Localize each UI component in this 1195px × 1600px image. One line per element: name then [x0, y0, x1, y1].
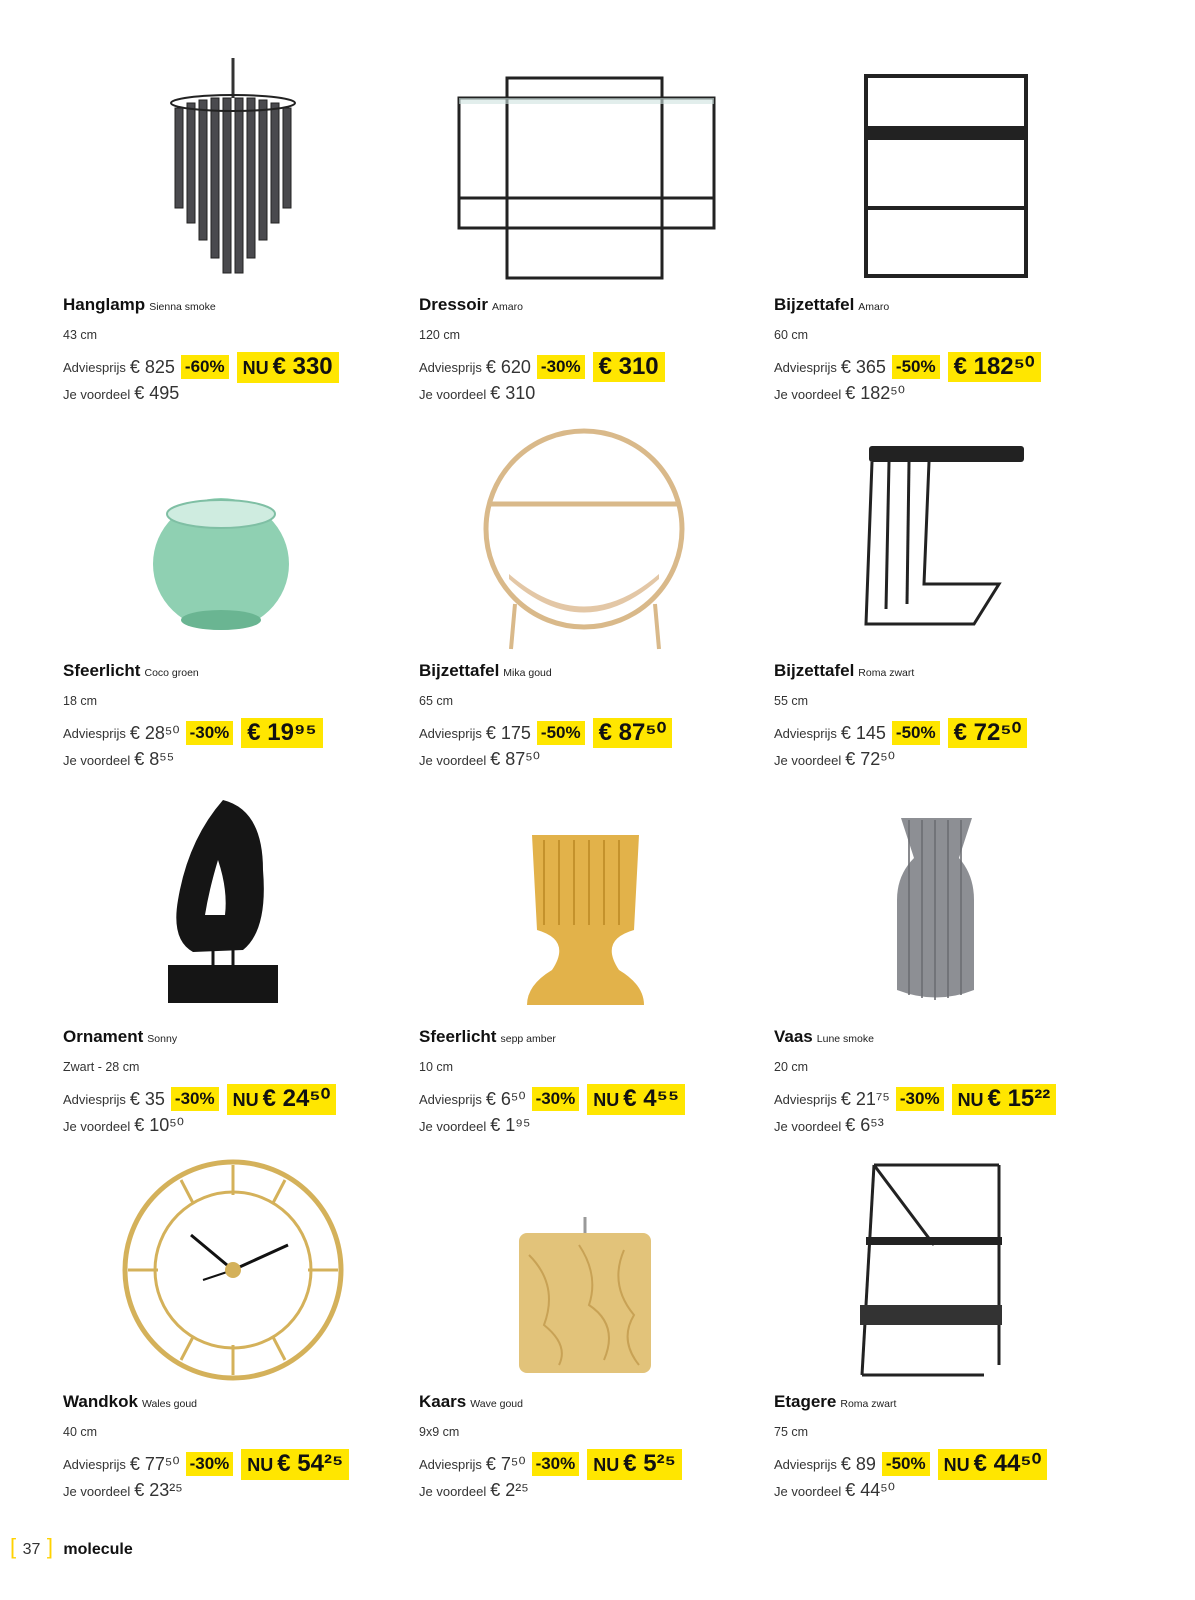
product-name: Wandkok [63, 1392, 138, 1411]
now-price-badge [241, 1449, 349, 1480]
now-price-badge [593, 352, 665, 382]
advice-price-label: Adviesprijs [63, 725, 126, 741]
savings-label: Je voordeel [63, 387, 131, 402]
advice-price: € 35 [129, 1088, 165, 1109]
product-name: Hanglamp [63, 295, 146, 314]
product-card-dressoir[interactable] [419, 58, 779, 430]
product-size: 120 cm [419, 328, 460, 342]
advice-price-label: Adviesprijs [774, 1091, 837, 1107]
now-price-badge [237, 352, 339, 383]
smoke-vase-image [774, 790, 1134, 1020]
side-table-shelf-image [774, 58, 1134, 288]
nu-label: NU [957, 1089, 984, 1110]
product-name: Bijzettafel [774, 661, 855, 680]
discount-badge: -50% [537, 721, 585, 745]
advice-price: € 145 [840, 722, 886, 743]
product-size: 9x9 cm [419, 1425, 460, 1439]
savings-label: Je voordeel [419, 387, 487, 402]
nu-label: NU [247, 1454, 274, 1475]
advice-price: € 77⁵⁰ [129, 1453, 180, 1474]
now-price-badge [587, 1084, 685, 1115]
now-price-badge [587, 1449, 682, 1480]
black-wood-ornament-image [63, 790, 423, 1020]
product-variant: Roma zwart [840, 1398, 897, 1410]
product-name: Vaas [774, 1027, 813, 1046]
savings-value: € 72⁵⁰ [845, 749, 895, 769]
now-price-badge [241, 718, 322, 748]
c-side-table-image [774, 424, 1134, 654]
savings-label: Je voordeel [774, 1484, 842, 1499]
now-price: € 54²⁵ [277, 1449, 344, 1477]
green-glass-bowl-image [63, 424, 423, 654]
product-size: 43 cm [63, 328, 98, 342]
product-card-wandkok[interactable] [63, 1155, 423, 1527]
product-name: Dressoir [419, 295, 488, 314]
advice-price-label: Adviesprijs [419, 1456, 482, 1472]
product-size: 65 cm [419, 694, 454, 708]
product-variant: Wales goud [141, 1398, 197, 1410]
product-variant: Amaro [491, 301, 523, 313]
now-price-badge [952, 1084, 1057, 1115]
product-name: Etagere [774, 1392, 837, 1411]
savings-label: Je voordeel [63, 1119, 131, 1134]
advice-price: € 6⁵⁰ [485, 1088, 526, 1109]
savings-label: Je voordeel [774, 1119, 842, 1134]
advice-price-label: Adviesprijs [63, 359, 126, 375]
advice-price: € 28⁵⁰ [129, 722, 180, 743]
savings-label: Je voordeel [63, 753, 131, 768]
product-size: 75 cm [774, 1425, 809, 1439]
now-price-badge [948, 718, 1028, 748]
advice-price-label: Adviesprijs [63, 1091, 126, 1107]
advice-price: € 825 [129, 356, 175, 377]
now-price: € 310 [598, 353, 659, 380]
advice-price: € 620 [485, 356, 531, 377]
advice-price: € 21⁷⁵ [840, 1088, 890, 1109]
savings-label: Je voordeel [419, 753, 487, 768]
now-price: € 15²² [987, 1084, 1051, 1112]
product-variant: sepp amber [500, 1033, 556, 1045]
product-card-sfeerlicht-coco[interactable] [63, 424, 423, 796]
now-price-badge [227, 1084, 337, 1115]
product-variant: Lune smoke [816, 1033, 874, 1045]
savings-value: € 495 [134, 383, 180, 403]
advice-price-label: Adviesprijs [419, 725, 482, 741]
savings-value: € 182⁵⁰ [845, 383, 905, 403]
now-price: € 44⁵⁰ [973, 1449, 1042, 1477]
bracket-close-icon: ] [46, 1534, 53, 1559]
savings-value: € 1⁹⁵ [490, 1115, 531, 1135]
advice-price: € 365 [840, 356, 886, 377]
advice-price-label: Adviesprijs [774, 1456, 837, 1472]
advice-price: € 7⁵⁰ [485, 1453, 526, 1474]
product-variant: Mika goud [503, 667, 552, 679]
savings-value: € 6⁵³ [845, 1115, 884, 1135]
now-price: € 24⁵⁰ [262, 1084, 331, 1112]
product-name: Kaars [419, 1392, 467, 1411]
page-footer [10, 1534, 133, 1560]
console-table-image [419, 58, 779, 288]
product-size: 20 cm [774, 1060, 809, 1074]
now-price-badge [938, 1449, 1048, 1480]
advice-price-label: Adviesprijs [774, 359, 837, 375]
savings-value: € 44⁵⁰ [845, 1480, 895, 1500]
savings-label: Je voordeel [419, 1484, 487, 1499]
product-variant: Sonny [147, 1033, 178, 1045]
discount-badge: -50% [882, 1452, 930, 1476]
savings-value: € 10⁵⁰ [134, 1115, 184, 1135]
now-price: € 19⁹⁵ [247, 719, 317, 746]
savings-value: € 8⁵⁵ [134, 749, 175, 769]
gold-candle-image [419, 1155, 779, 1385]
advice-price: € 175 [485, 722, 531, 743]
product-size: 10 cm [419, 1060, 454, 1074]
discount-badge: -60% [181, 355, 229, 379]
advice-price: € 89 [840, 1453, 876, 1474]
product-name: Bijzettafel [419, 661, 500, 680]
discount-badge: -50% [892, 721, 940, 745]
advice-price-label: Adviesprijs [419, 359, 482, 375]
now-price: € 182⁵⁰ [953, 353, 1035, 380]
discount-badge: -30% [186, 721, 234, 745]
product-variant: Wave goud [470, 1398, 523, 1410]
nu-label: NU [593, 1089, 620, 1110]
savings-label: Je voordeel [419, 1119, 487, 1134]
advice-price-label: Adviesprijs [63, 1456, 126, 1472]
now-price-badge [593, 718, 673, 748]
product-card-sfeerlicht-sepp[interactable] [419, 790, 779, 1162]
nu-label: NU [943, 1454, 970, 1475]
now-price: € 330 [272, 352, 333, 380]
product-name: Bijzettafel [774, 295, 855, 314]
discount-badge: -30% [537, 355, 585, 379]
etagere-stand-image [774, 1155, 1134, 1385]
page-number: 37 [22, 1541, 41, 1558]
now-price-badge [948, 352, 1041, 382]
advice-price-label: Adviesprijs [419, 1091, 482, 1107]
nu-label: NU [242, 357, 269, 378]
product-variant: Roma zwart [858, 667, 915, 679]
savings-label: Je voordeel [774, 753, 842, 768]
discount-badge: -30% [171, 1087, 219, 1111]
product-card-bijzettafel-amaro[interactable] [774, 58, 1134, 430]
product-card-bijzettafel-mika[interactable] [419, 424, 779, 796]
advice-price-label: Adviesprijs [774, 725, 837, 741]
product-name: Sfeerlicht [419, 1027, 497, 1046]
product-size: 18 cm [63, 694, 98, 708]
gold-wall-clock-image [63, 1155, 423, 1385]
now-price: € 87⁵⁰ [598, 719, 667, 746]
nu-label: NU [232, 1089, 259, 1110]
nu-label: NU [593, 1454, 620, 1475]
product-variant: Coco groen [144, 667, 199, 679]
product-card-ornament[interactable] [63, 790, 423, 1162]
product-variant: Amaro [858, 301, 890, 313]
product-name: Sfeerlicht [63, 661, 141, 680]
product-size: 60 cm [774, 328, 809, 342]
savings-value: € 23²⁵ [134, 1480, 183, 1500]
chandelier-image [63, 58, 423, 288]
savings-label: Je voordeel [63, 1484, 131, 1499]
product-card-hanglamp[interactable] [63, 58, 423, 430]
product-size: 40 cm [63, 1425, 98, 1439]
product-name: Ornament [63, 1027, 144, 1046]
product-card-vaas[interactable] [774, 790, 1134, 1162]
product-card-bijzettafel-roma[interactable] [774, 424, 1134, 796]
savings-value: € 310 [490, 383, 536, 403]
product-card-etagere[interactable] [774, 1155, 1134, 1527]
product-size: 55 cm [774, 694, 809, 708]
now-price: € 5²⁵ [623, 1449, 676, 1477]
savings-label: Je voordeel [774, 387, 842, 402]
round-gold-shelf-image [419, 424, 779, 654]
discount-badge: -50% [892, 355, 940, 379]
discount-badge: -30% [532, 1087, 580, 1111]
amber-tealight-image [419, 790, 779, 1020]
product-variant: Sienna smoke [149, 301, 216, 313]
product-size: Zwart - 28 cm [63, 1060, 140, 1074]
discount-badge: -30% [896, 1087, 944, 1111]
discount-badge: -30% [532, 1452, 580, 1476]
product-card-kaars[interactable] [419, 1155, 779, 1527]
savings-value: € 2²⁵ [490, 1480, 529, 1500]
savings-value: € 87⁵⁰ [490, 749, 540, 769]
now-price: € 72⁵⁰ [953, 719, 1022, 746]
bracket-open-icon: [ [10, 1534, 17, 1559]
brand-logo: molecule [63, 1541, 133, 1558]
discount-badge: -30% [186, 1452, 234, 1476]
now-price: € 4⁵⁵ [623, 1084, 680, 1112]
